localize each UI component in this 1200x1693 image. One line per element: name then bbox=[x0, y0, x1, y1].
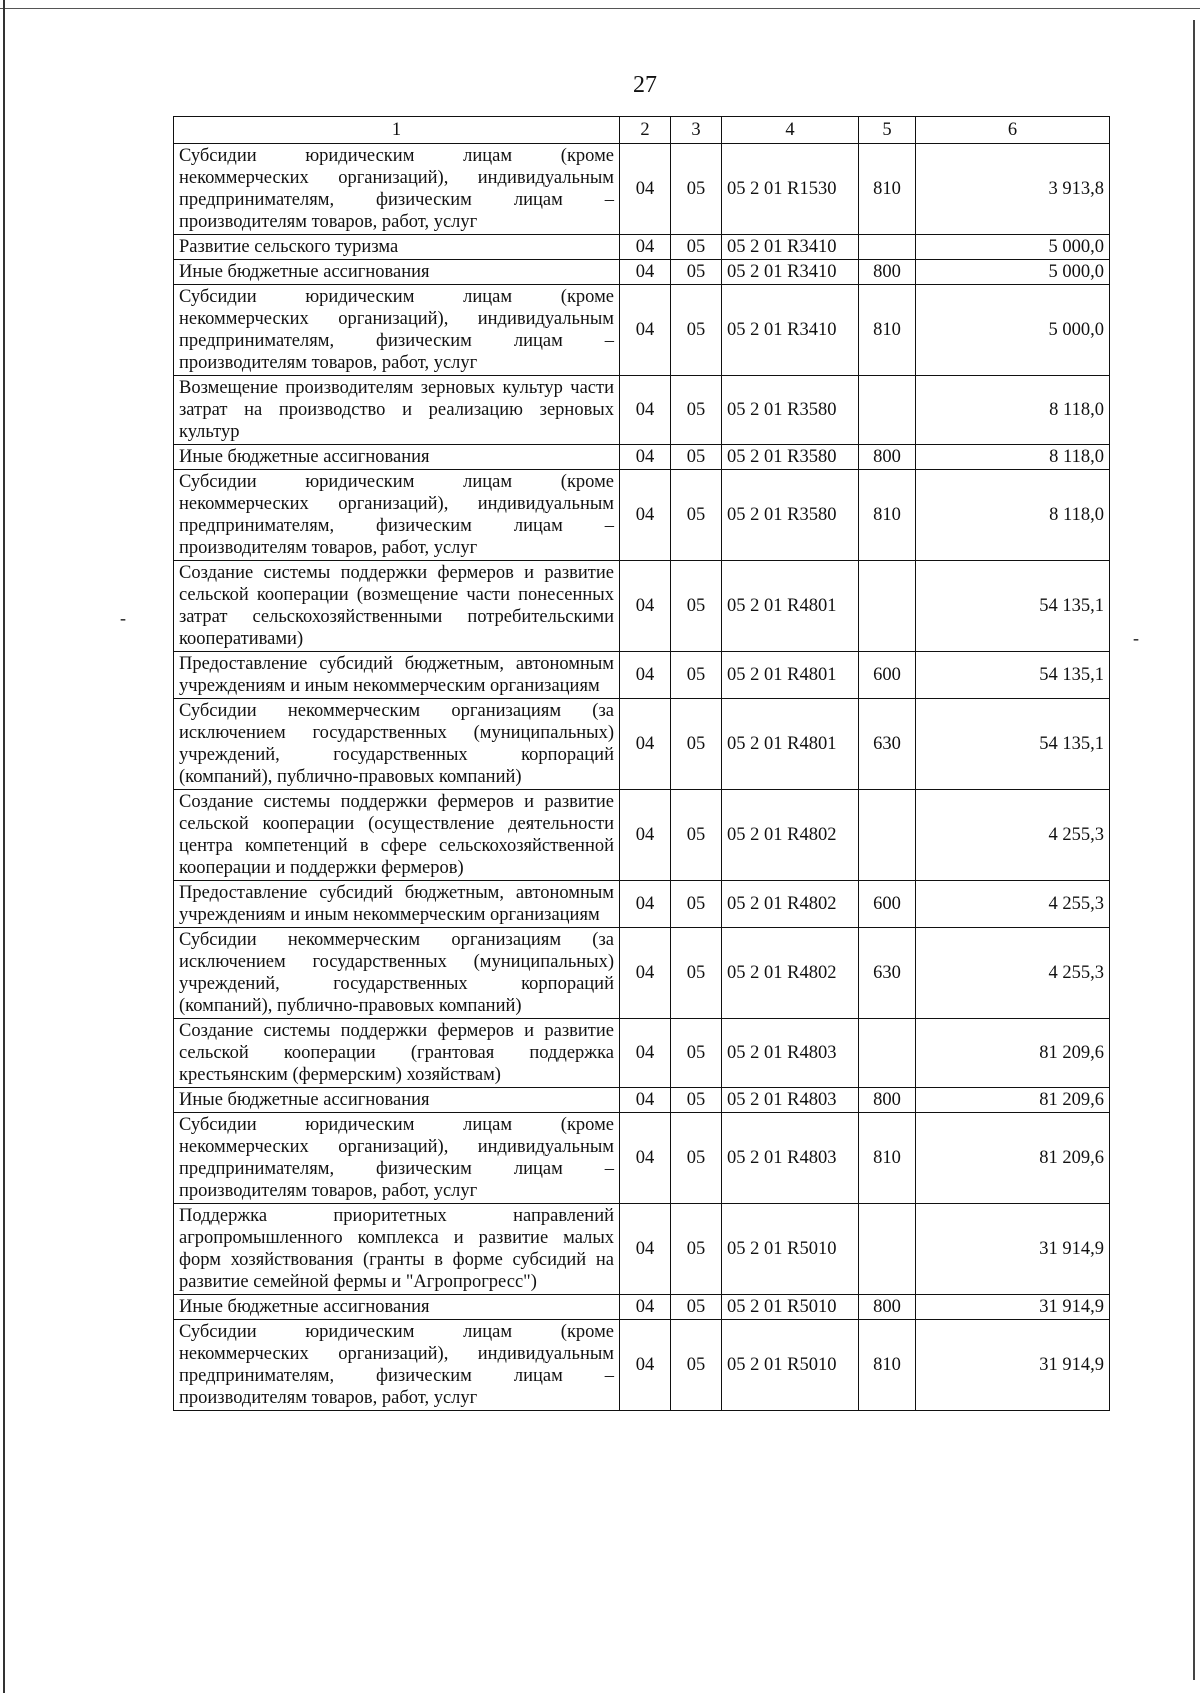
margin-mark-left: - bbox=[120, 608, 126, 628]
row-amount: 5 000,0 bbox=[916, 235, 1110, 260]
table-row bbox=[174, 285, 1110, 376]
row-section: 04 bbox=[620, 470, 671, 561]
table-row bbox=[174, 445, 1110, 470]
row-name: Иные бюджетные ассигнования bbox=[174, 1088, 620, 1113]
row-name: Возмещение производителям зерновых культур части затрат на производство и реализацию зерновых культур bbox=[174, 376, 620, 445]
scan-edge-left bbox=[3, 0, 5, 1693]
header-col-1: 1 bbox=[174, 117, 620, 144]
row-subsection: 05 bbox=[671, 1320, 722, 1411]
row-subsection: 05 bbox=[671, 235, 722, 260]
header-col-3: 3 bbox=[671, 117, 722, 144]
row-expense-type: 600 bbox=[859, 881, 916, 928]
row-amount: 4 255,3 bbox=[916, 928, 1110, 1019]
row-target-code: 05 2 01 R4803 bbox=[722, 1019, 859, 1088]
row-subsection: 05 bbox=[671, 1204, 722, 1295]
header-col-5: 5 bbox=[859, 117, 916, 144]
row-subsection: 05 bbox=[671, 652, 722, 699]
row-subsection: 05 bbox=[671, 470, 722, 561]
row-target-code: 05 2 01 R3580 bbox=[722, 470, 859, 561]
row-name: Иные бюджетные ассигнования bbox=[174, 260, 620, 285]
row-name: Субсидии юридическим лицам (кроме некоммерческих организаций), индивидуальным предпринимателям, физическим лицам – производителям товаров, работ, услуг bbox=[174, 285, 620, 376]
row-section: 04 bbox=[620, 652, 671, 699]
row-name: Предоставление субсидий бюджетным, автономным учреждениям и иным некоммерческим организациям bbox=[174, 652, 620, 699]
row-section: 04 bbox=[620, 1088, 671, 1113]
row-target-code: 05 2 01 R5010 bbox=[722, 1204, 859, 1295]
scan-edge-right bbox=[1193, 20, 1195, 1680]
row-amount: 54 135,1 bbox=[916, 699, 1110, 790]
table-row bbox=[174, 1019, 1110, 1088]
row-section: 04 bbox=[620, 260, 671, 285]
table-body bbox=[174, 144, 1110, 1411]
row-subsection: 05 bbox=[671, 928, 722, 1019]
table-row bbox=[174, 376, 1110, 445]
row-amount: 8 118,0 bbox=[916, 376, 1110, 445]
row-target-code: 05 2 01 R4802 bbox=[722, 928, 859, 1019]
row-amount: 3 913,8 bbox=[916, 144, 1110, 235]
table-row bbox=[174, 652, 1110, 699]
row-expense-type: 800 bbox=[859, 260, 916, 285]
table-row bbox=[174, 790, 1110, 881]
row-section: 04 bbox=[620, 1204, 671, 1295]
table-row bbox=[174, 144, 1110, 235]
row-section: 04 bbox=[620, 285, 671, 376]
row-target-code: 05 2 01 R5010 bbox=[722, 1320, 859, 1411]
row-subsection: 05 bbox=[671, 376, 722, 445]
row-target-code: 05 2 01 R4801 bbox=[722, 652, 859, 699]
row-target-code: 05 2 01 R4802 bbox=[722, 790, 859, 881]
row-expense-type: 800 bbox=[859, 1088, 916, 1113]
row-expense-type bbox=[859, 376, 916, 445]
row-expense-type bbox=[859, 561, 916, 652]
row-subsection: 05 bbox=[671, 1113, 722, 1204]
table-row bbox=[174, 260, 1110, 285]
row-target-code: 05 2 01 R3580 bbox=[722, 445, 859, 470]
header-col-4: 4 bbox=[722, 117, 859, 144]
budget-table bbox=[173, 116, 1110, 1411]
row-target-code: 05 2 01 R3410 bbox=[722, 285, 859, 376]
row-target-code: 05 2 01 R3410 bbox=[722, 235, 859, 260]
row-target-code: 05 2 01 R4803 bbox=[722, 1088, 859, 1113]
row-expense-type bbox=[859, 1204, 916, 1295]
row-subsection: 05 bbox=[671, 1088, 722, 1113]
row-section: 04 bbox=[620, 1320, 671, 1411]
row-expense-type bbox=[859, 235, 916, 260]
row-subsection: 05 bbox=[671, 1019, 722, 1088]
table-row bbox=[174, 1113, 1110, 1204]
row-amount: 4 255,3 bbox=[916, 790, 1110, 881]
row-name: Предоставление субсидий бюджетным, автономным учреждениям и иным некоммерческим организациям bbox=[174, 881, 620, 928]
row-target-code: 05 2 01 R4802 bbox=[722, 881, 859, 928]
margin-mark-right: - bbox=[1133, 628, 1139, 648]
row-name: Создание системы поддержки фермеров и развитие сельской кооперации (грантовая поддержка крестьянским (фермерским) хозяйствам) bbox=[174, 1019, 620, 1088]
table-row bbox=[174, 1295, 1110, 1320]
row-subsection: 05 bbox=[671, 881, 722, 928]
row-subsection: 05 bbox=[671, 699, 722, 790]
table-row bbox=[174, 699, 1110, 790]
row-amount: 54 135,1 bbox=[916, 561, 1110, 652]
row-target-code: 05 2 01 R3410 bbox=[722, 260, 859, 285]
row-expense-type: 810 bbox=[859, 285, 916, 376]
table-row bbox=[174, 235, 1110, 260]
row-section: 04 bbox=[620, 235, 671, 260]
row-amount: 31 914,9 bbox=[916, 1320, 1110, 1411]
row-section: 04 bbox=[620, 790, 671, 881]
row-name: Субсидии юридическим лицам (кроме некоммерческих организаций), индивидуальным предпринимателям, физическим лицам – производителям товаров, работ, услуг bbox=[174, 470, 620, 561]
table-row bbox=[174, 1204, 1110, 1295]
row-name: Субсидии юридическим лицам (кроме некоммерческих организаций), индивидуальным предпринимателям, физическим лицам – производителям товаров, работ, услуг bbox=[174, 1113, 620, 1204]
row-section: 04 bbox=[620, 376, 671, 445]
table-row bbox=[174, 928, 1110, 1019]
row-expense-type: 630 bbox=[859, 928, 916, 1019]
row-target-code: 05 2 01 R4801 bbox=[722, 561, 859, 652]
row-section: 04 bbox=[620, 445, 671, 470]
row-target-code: 05 2 01 R4803 bbox=[722, 1113, 859, 1204]
row-section: 04 bbox=[620, 144, 671, 235]
row-target-code: 05 2 01 R3580 bbox=[722, 376, 859, 445]
row-section: 04 bbox=[620, 1113, 671, 1204]
row-expense-type: 810 bbox=[859, 144, 916, 235]
row-name: Субсидии юридическим лицам (кроме некоммерческих организаций), индивидуальным предпринимателям, физическим лицам – производителям товаров, работ, услуг bbox=[174, 144, 620, 235]
row-expense-type: 800 bbox=[859, 1295, 916, 1320]
row-subsection: 05 bbox=[671, 285, 722, 376]
row-subsection: 05 bbox=[671, 144, 722, 235]
row-name: Создание системы поддержки фермеров и развитие сельской кооперации (осуществление деятельности центра компетенций в сфере сельскохозяйственной кооперации и поддержки фермеров) bbox=[174, 790, 620, 881]
row-name: Субсидии некоммерческим организациям (за исключением государственных (муниципальных) учреждений, государственных корпораций (компаний), публично-правовых компаний) bbox=[174, 928, 620, 1019]
page-number: 27 bbox=[633, 72, 657, 98]
row-amount: 31 914,9 bbox=[916, 1295, 1110, 1320]
row-section: 04 bbox=[620, 561, 671, 652]
header-col-2: 2 bbox=[620, 117, 671, 144]
row-expense-type: 630 bbox=[859, 699, 916, 790]
row-amount: 4 255,3 bbox=[916, 881, 1110, 928]
row-subsection: 05 bbox=[671, 445, 722, 470]
row-subsection: 05 bbox=[671, 260, 722, 285]
row-subsection: 05 bbox=[671, 1295, 722, 1320]
row-expense-type: 810 bbox=[859, 1320, 916, 1411]
row-name: Субсидии некоммерческим организациям (за исключением государственных (муниципальных) учреждений, государственных корпораций (компаний), публично-правовых компаний) bbox=[174, 699, 620, 790]
row-amount: 8 118,0 bbox=[916, 470, 1110, 561]
row-expense-type: 600 bbox=[859, 652, 916, 699]
row-amount: 8 118,0 bbox=[916, 445, 1110, 470]
row-expense-type: 810 bbox=[859, 470, 916, 561]
row-subsection: 05 bbox=[671, 561, 722, 652]
row-name: Развитие сельского туризма bbox=[174, 235, 620, 260]
row-section: 04 bbox=[620, 1019, 671, 1088]
row-section: 04 bbox=[620, 881, 671, 928]
row-amount: 5 000,0 bbox=[916, 260, 1110, 285]
row-name: Поддержка приоритетных направлений агропромышленного комплекса и развитие малых форм хозяйствования (гранты в форме субсидий на развитие семейной фермы и "Агропрогресс") bbox=[174, 1204, 620, 1295]
row-name: Субсидии юридическим лицам (кроме некоммерческих организаций), индивидуальным предпринимателям, физическим лицам – производителям товаров, работ, услуг bbox=[174, 1320, 620, 1411]
row-amount: 81 209,6 bbox=[916, 1019, 1110, 1088]
row-expense-type bbox=[859, 1019, 916, 1088]
row-section: 04 bbox=[620, 1295, 671, 1320]
row-section: 04 bbox=[620, 699, 671, 790]
row-amount: 54 135,1 bbox=[916, 652, 1110, 699]
header-col-6: 6 bbox=[916, 117, 1110, 144]
table-row bbox=[174, 881, 1110, 928]
scan-edge-top bbox=[0, 8, 1200, 9]
row-name: Иные бюджетные ассигнования bbox=[174, 1295, 620, 1320]
row-expense-type: 810 bbox=[859, 1113, 916, 1204]
table-row bbox=[174, 561, 1110, 652]
row-target-code: 05 2 01 R5010 bbox=[722, 1295, 859, 1320]
row-target-code: 05 2 01 R4801 bbox=[722, 699, 859, 790]
row-expense-type: 800 bbox=[859, 445, 916, 470]
table-row bbox=[174, 470, 1110, 561]
row-name: Создание системы поддержки фермеров и развитие сельской кооперации (возмещение части понесенных затрат сельскохозяйственными потребительскими кооперативами) bbox=[174, 561, 620, 652]
table-row bbox=[174, 1088, 1110, 1113]
row-name: Иные бюджетные ассигнования bbox=[174, 445, 620, 470]
row-expense-type bbox=[859, 790, 916, 881]
row-amount: 31 914,9 bbox=[916, 1204, 1110, 1295]
row-section: 04 bbox=[620, 928, 671, 1019]
row-target-code: 05 2 01 R1530 bbox=[722, 144, 859, 235]
table-row bbox=[174, 1320, 1110, 1411]
row-amount: 81 209,6 bbox=[916, 1088, 1110, 1113]
row-amount: 5 000,0 bbox=[916, 285, 1110, 376]
table-header-row bbox=[174, 117, 1110, 144]
row-amount: 81 209,6 bbox=[916, 1113, 1110, 1204]
row-subsection: 05 bbox=[671, 790, 722, 881]
